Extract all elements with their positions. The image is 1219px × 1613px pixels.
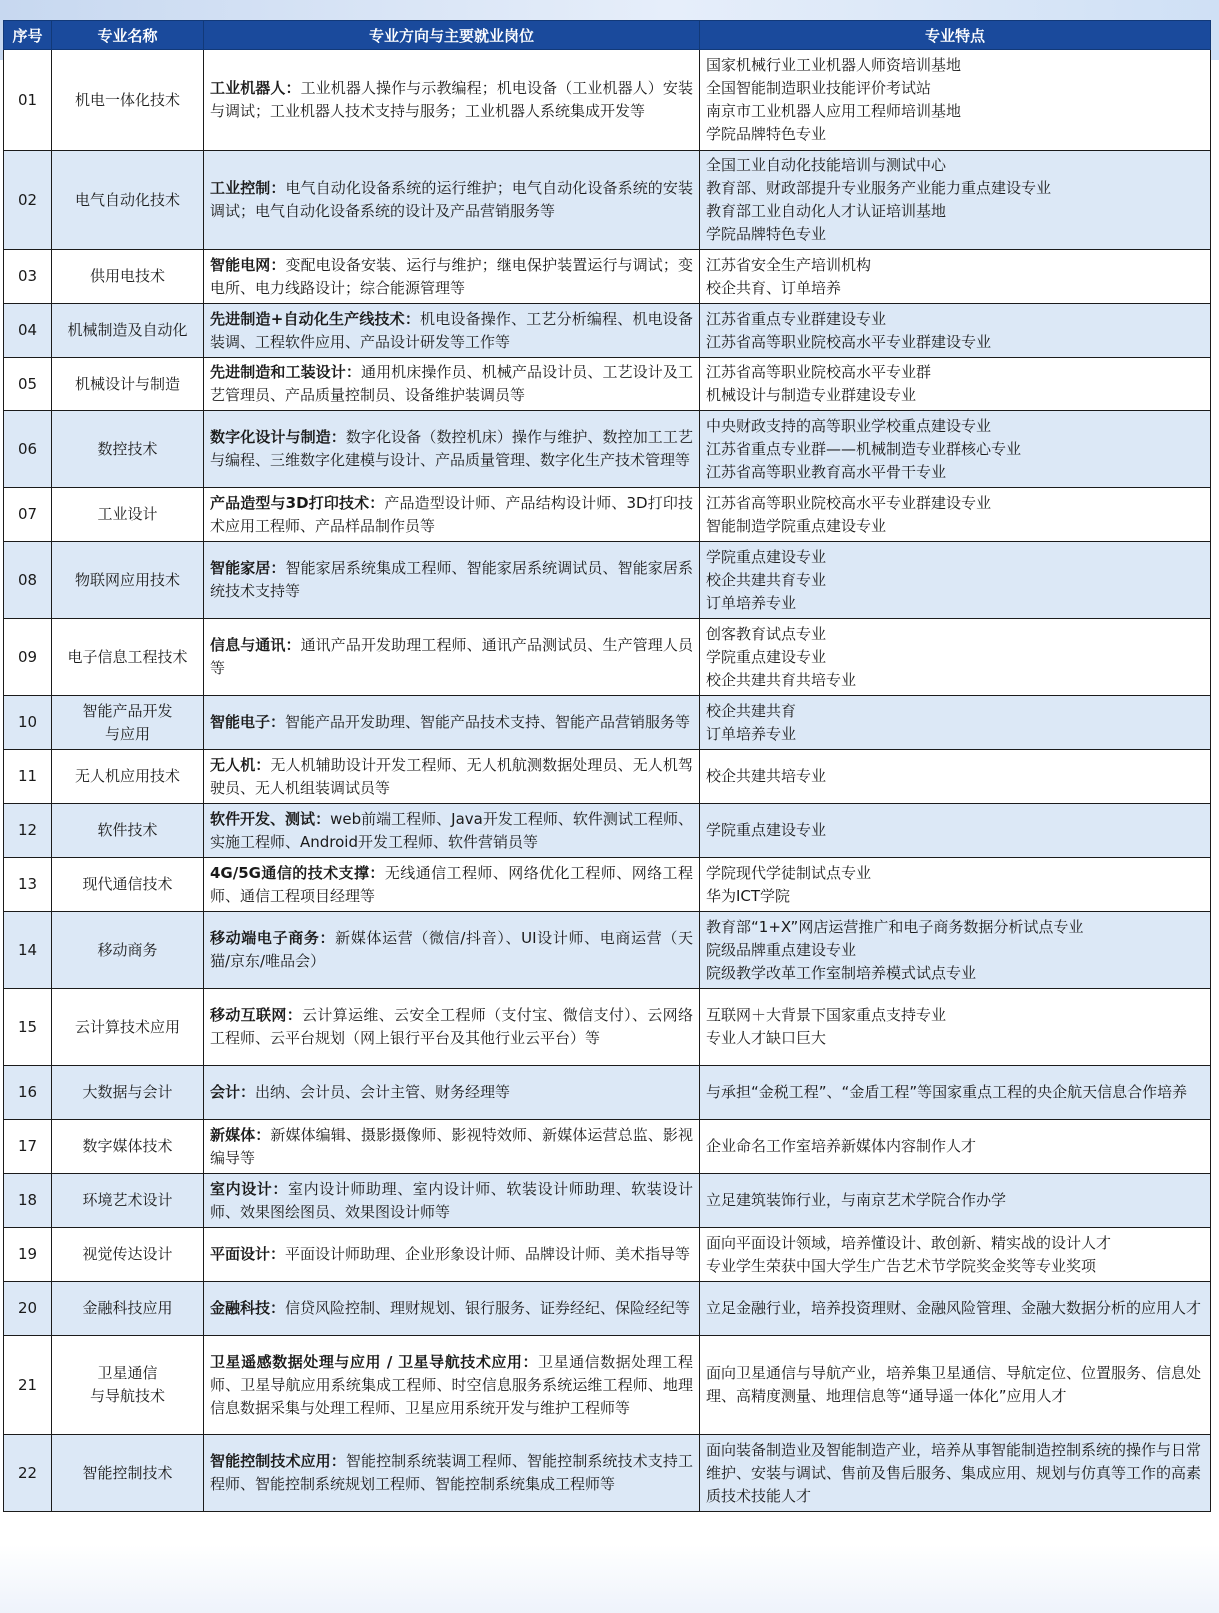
direction-label: 会计： <box>210 1083 256 1101</box>
jobs-text: 卫星通信数据处理工程师、卫星导航应用系统集成工程师、时空信息服务系统运维工程师、地理信息数据采集与处理工程师、卫星应用系统开发与维护工程师等 <box>210 1352 693 1417</box>
row-index: 21 <box>4 1336 52 1435</box>
header-direction-jobs: 专业方向与主要就业岗位 <box>204 21 700 50</box>
table-row <box>4 304 1211 358</box>
direction-jobs-cell <box>204 804 700 858</box>
row-index: 14 <box>4 912 52 989</box>
direction-jobs-cell <box>204 358 700 411</box>
table-row <box>4 411 1211 488</box>
major-name: 供用电技术 <box>52 250 204 304</box>
table-body <box>4 50 1211 1512</box>
row-index: 18 <box>4 1174 52 1228</box>
table-row <box>4 1174 1211 1228</box>
direction-jobs-cell <box>204 912 700 989</box>
major-features: 面向装备制造业及智能制造产业，培养从事智能制造控制系统的操作与日常维护、安装与调试、售前及售后服务、集成应用、规划与仿真等工作的高素质技术技能人才 <box>700 1435 1211 1512</box>
row-index: 04 <box>4 304 52 358</box>
direction-label: 平面设计： <box>210 1245 286 1263</box>
jobs-text: 工业机器人操作与示教编程；机电设备（工业机器人）安装与调试；工业机器人技术支持与服务；工业机器人系统集成开发等 <box>210 79 693 120</box>
row-index: 16 <box>4 1066 52 1120</box>
table-row <box>4 1282 1211 1336</box>
direction-label: 无人机： <box>210 755 271 774</box>
jobs-text: 云计算运维、云安全工程师（支付宝、微信支付）、云网络工程师、云平台规划（网上银行平台及其他行业云平台）等 <box>210 1006 693 1047</box>
jobs-text: 智能家居系统集成工程师、智能家居系统调试员、智能家居系统技术支持等 <box>210 559 693 600</box>
row-index: 05 <box>4 358 52 411</box>
row-index: 22 <box>4 1435 52 1512</box>
row-index: 10 <box>4 696 52 750</box>
major-name: 环境艺术设计 <box>52 1174 204 1228</box>
major-name: 金融科技应用 <box>52 1282 204 1336</box>
row-index: 19 <box>4 1228 52 1282</box>
direction-label: 软件开发、测试： <box>210 809 331 828</box>
row-index: 03 <box>4 250 52 304</box>
direction-jobs-cell <box>204 250 700 304</box>
table-row <box>4 1435 1211 1512</box>
direction-label: 卫星遥感数据处理与应用 / 卫星导航技术应用： <box>210 1352 539 1371</box>
direction-jobs-cell <box>204 488 700 542</box>
major-features: 学院现代学徒制试点专业 华为ICT学院 <box>700 858 1211 912</box>
major-name: 数字媒体技术 <box>52 1120 204 1174</box>
row-index: 08 <box>4 542 52 619</box>
major-features: 江苏省高等职业院校高水平专业群 机械设计与制造专业群建设专业 <box>700 358 1211 411</box>
direction-label: 移动端电子商务： <box>210 929 336 947</box>
direction-jobs-cell <box>204 989 700 1066</box>
jobs-text: 室内设计师助理、室内设计师、软装设计师助理、软装设计师、效果图绘图员、效果图设计师等 <box>210 1179 693 1221</box>
major-features: 企业命名工作室培养新媒体内容制作人才 <box>700 1120 1211 1174</box>
table-row <box>4 750 1211 804</box>
header-index: 序号 <box>4 21 52 50</box>
direction-jobs-cell <box>204 50 700 151</box>
row-index: 01 <box>4 50 52 151</box>
major-name: 软件技术 <box>52 804 204 858</box>
direction-jobs-cell <box>204 1066 700 1120</box>
major-name: 大数据与会计 <box>52 1066 204 1120</box>
major-features: 江苏省高等职业院校高水平专业群建设专业 智能制造学院重点建设专业 <box>700 488 1211 542</box>
table-row <box>4 1336 1211 1435</box>
table-row <box>4 50 1211 151</box>
direction-jobs-cell <box>204 1336 700 1435</box>
row-index: 15 <box>4 989 52 1066</box>
table-header-row <box>4 21 1211 50</box>
direction-label: 工业机器人： <box>210 79 301 97</box>
direction-label: 产品造型与3D打印技术： <box>210 493 385 512</box>
jobs-text: web前端工程师、Java开发工程师、软件测试工程师、实施工程师、Android开发工程师、软件营销员等 <box>210 809 693 851</box>
major-name: 机械制造及自动化 <box>52 304 204 358</box>
major-features: 面向卫星通信与导航产业，培养集卫星通信、导航定位、位置服务、信息处理、高精度测量、地理信息等“通导遥一体化”应用人才 <box>700 1336 1211 1435</box>
jobs-text: 通讯产品开发助理工程师、通讯产品测试员、生产管理人员等 <box>210 636 693 677</box>
direction-label: 先进制造+自动化生产线技术： <box>210 309 421 328</box>
major-name: 卫星通信 与导航技术 <box>52 1336 204 1435</box>
major-features: 全国工业自动化技能培训与测试中心 教育部、财政部提升专业服务产业能力重点建设专业 教育部工业自动化人才认证培训基地 学院品牌特色专业 <box>700 151 1211 250</box>
row-index: 20 <box>4 1282 52 1336</box>
direction-label: 智能电网： <box>210 255 286 274</box>
direction-label: 新媒体： <box>210 1125 271 1144</box>
table-row <box>4 488 1211 542</box>
major-features: 学院重点建设专业 <box>700 804 1211 858</box>
table-row <box>4 912 1211 989</box>
row-index: 09 <box>4 619 52 696</box>
footer-background <box>0 1545 1219 1613</box>
major-name: 工业设计 <box>52 488 204 542</box>
direction-jobs-cell <box>204 151 700 250</box>
major-features: 创客教育试点专业 学院重点建设专业 校企共建共育共培专业 <box>700 619 1211 696</box>
table-row <box>4 151 1211 250</box>
table-row <box>4 542 1211 619</box>
major-features: 江苏省安全生产培训机构 校企共育、订单培养 <box>700 250 1211 304</box>
major-name: 数控技术 <box>52 411 204 488</box>
direction-jobs-cell <box>204 304 700 358</box>
header-features: 专业特点 <box>700 21 1211 50</box>
table-row <box>4 989 1211 1066</box>
direction-jobs-cell <box>204 750 700 804</box>
direction-label: 智能电子： <box>210 713 286 731</box>
major-name: 智能控制技术 <box>52 1435 204 1512</box>
major-name: 机电一体化技术 <box>52 50 204 151</box>
jobs-text: 无人机辅助设计开发工程师、无人机航测数据处理员、无人机驾驶员、无人机组装调试员等 <box>210 755 693 797</box>
header-major-name: 专业名称 <box>52 21 204 50</box>
jobs-text: 智能控制系统装调工程师、智能控制系统技术支持工程师、智能控制系统规划工程师、智能控制系统集成工程师等 <box>210 1452 693 1493</box>
major-features: 面向平面设计领域，培养懂设计、敢创新、精实战的设计人才 专业学生荣获中国大学生广告艺术节学院奖金奖等专业奖项 <box>700 1228 1211 1282</box>
table-row <box>4 804 1211 858</box>
major-features: 教育部“1+X”网店运营推广和电子商务数据分析试点专业 院级品牌重点建设专业 院级教学改革工作室制培养模式试点专业 <box>700 912 1211 989</box>
major-features: 江苏省重点专业群建设专业 江苏省高等职业院校高水平专业群建设专业 <box>700 304 1211 358</box>
jobs-text: 智能产品开发助理、智能产品技术支持、智能产品营销服务等 <box>285 713 691 731</box>
major-features: 立足金融行业，培养投资理财、金融风险管理、金融大数据分析的应用人才 <box>700 1282 1211 1336</box>
jobs-text: 机电设备操作、工艺分析编程、机电设备装调、工程软件应用、产品设计研发等工作等 <box>210 309 693 351</box>
major-name: 移动商务 <box>52 912 204 989</box>
major-features: 与承担“金税工程”、“金盾工程”等国家重点工程的央企航天信息合作培养 <box>700 1066 1211 1120</box>
major-features: 国家机械行业工业机器人师资培训基地 全国智能制造职业技能评价考试站 南京市工业机器人应用工程师培训基地 学院品牌特色专业 <box>700 50 1211 151</box>
major-name: 视觉传达设计 <box>52 1228 204 1282</box>
table-row <box>4 1228 1211 1282</box>
majors-table <box>3 20 1211 1512</box>
jobs-text: 变配电设备安装、运行与维护；继电保护装置运行与调试；变电所、电力线路设计；综合能源管理等 <box>210 255 693 297</box>
major-features: 校企共建共育 订单培养专业 <box>700 696 1211 750</box>
direction-jobs-cell <box>204 1435 700 1512</box>
major-name: 物联网应用技术 <box>52 542 204 619</box>
table-row <box>4 858 1211 912</box>
major-name: 智能产品开发 与应用 <box>52 696 204 750</box>
direction-label: 工业控制： <box>210 179 286 197</box>
row-index: 13 <box>4 858 52 912</box>
direction-label: 智能控制技术应用： <box>210 1452 346 1470</box>
table-row <box>4 250 1211 304</box>
jobs-text: 新媒体编辑、摄影摄像师、影视特效师、新媒体运营总监、影视编导等 <box>210 1125 693 1167</box>
direction-label: 金融科技： <box>210 1299 286 1317</box>
table-row <box>4 696 1211 750</box>
direction-label: 室内设计： <box>210 1179 288 1198</box>
jobs-text: 新媒体运营（微信/抖音）、UI设计师、电商运营（天猫/京东/唯品会） <box>210 929 693 970</box>
jobs-text: 产品造型设计师、产品结构设计师、3D打印技术应用工程师、产品样品制作员等 <box>210 493 693 535</box>
direction-jobs-cell <box>204 619 700 696</box>
major-features: 学院重点建设专业 校企共建共育专业 订单培养专业 <box>700 542 1211 619</box>
direction-label: 4G/5G通信的技术支撑： <box>210 863 385 882</box>
row-index: 11 <box>4 750 52 804</box>
jobs-text: 无线通信工程师、网络优化工程师、网络工程师、通信工程项目经理等 <box>210 863 693 905</box>
table-row <box>4 619 1211 696</box>
direction-jobs-cell <box>204 696 700 750</box>
direction-jobs-cell <box>204 1282 700 1336</box>
table-row <box>4 1120 1211 1174</box>
direction-jobs-cell <box>204 411 700 488</box>
direction-jobs-cell <box>204 1120 700 1174</box>
jobs-text: 平面设计师助理、企业形象设计师、品牌设计师、美术指导等 <box>285 1245 691 1263</box>
row-index: 02 <box>4 151 52 250</box>
table-row <box>4 358 1211 411</box>
row-index: 17 <box>4 1120 52 1174</box>
jobs-text: 电气自动化设备系统的运行维护；电气自动化设备系统的安装调试；电气自动化设备系统的设计及产品营销服务等 <box>210 179 693 220</box>
direction-label: 信息与通讯： <box>210 636 301 654</box>
major-name: 云计算技术应用 <box>52 989 204 1066</box>
jobs-text: 数字化设备（数控机床）操作与维护、数控加工工艺与编程、三维数字化建模与设计、产品质量管理、数字化生产技术管理等 <box>210 428 693 469</box>
direction-jobs-cell <box>204 1174 700 1228</box>
major-name: 机械设计与制造 <box>52 358 204 411</box>
major-name: 电气自动化技术 <box>52 151 204 250</box>
major-features: 互联网＋大背景下国家重点支持专业 专业人才缺口巨大 <box>700 989 1211 1066</box>
jobs-text: 信贷风险控制、理财规划、银行服务、证券经纪、保险经纪等 <box>285 1299 691 1317</box>
jobs-text: 出纳、会计员、会计主管、财务经理等 <box>255 1083 511 1101</box>
major-features: 中央财政支持的高等职业学校重点建设专业 江苏省重点专业群——机械制造专业群核心专业 江苏省高等职业教育高水平骨干专业 <box>700 411 1211 488</box>
jobs-text: 通用机床操作员、机械产品设计员、工艺设计及工艺管理员、产品质量控制员、设备维护装调员等 <box>210 363 693 404</box>
direction-label: 移动互联网： <box>210 1006 303 1024</box>
major-features: 校企共建共培专业 <box>700 750 1211 804</box>
direction-label: 智能家居： <box>210 559 286 577</box>
major-features: 立足建筑装饰行业，与南京艺术学院合作办学 <box>700 1174 1211 1228</box>
major-name: 无人机应用技术 <box>52 750 204 804</box>
direction-label: 先进制造和工装设计： <box>210 363 361 381</box>
direction-jobs-cell <box>204 1228 700 1282</box>
table-row <box>4 1066 1211 1120</box>
row-index: 06 <box>4 411 52 488</box>
major-name: 现代通信技术 <box>52 858 204 912</box>
direction-jobs-cell <box>204 542 700 619</box>
row-index: 07 <box>4 488 52 542</box>
major-name: 电子信息工程技术 <box>52 619 204 696</box>
row-index: 12 <box>4 804 52 858</box>
direction-label: 数字化设计与制造： <box>210 428 346 446</box>
direction-jobs-cell <box>204 858 700 912</box>
